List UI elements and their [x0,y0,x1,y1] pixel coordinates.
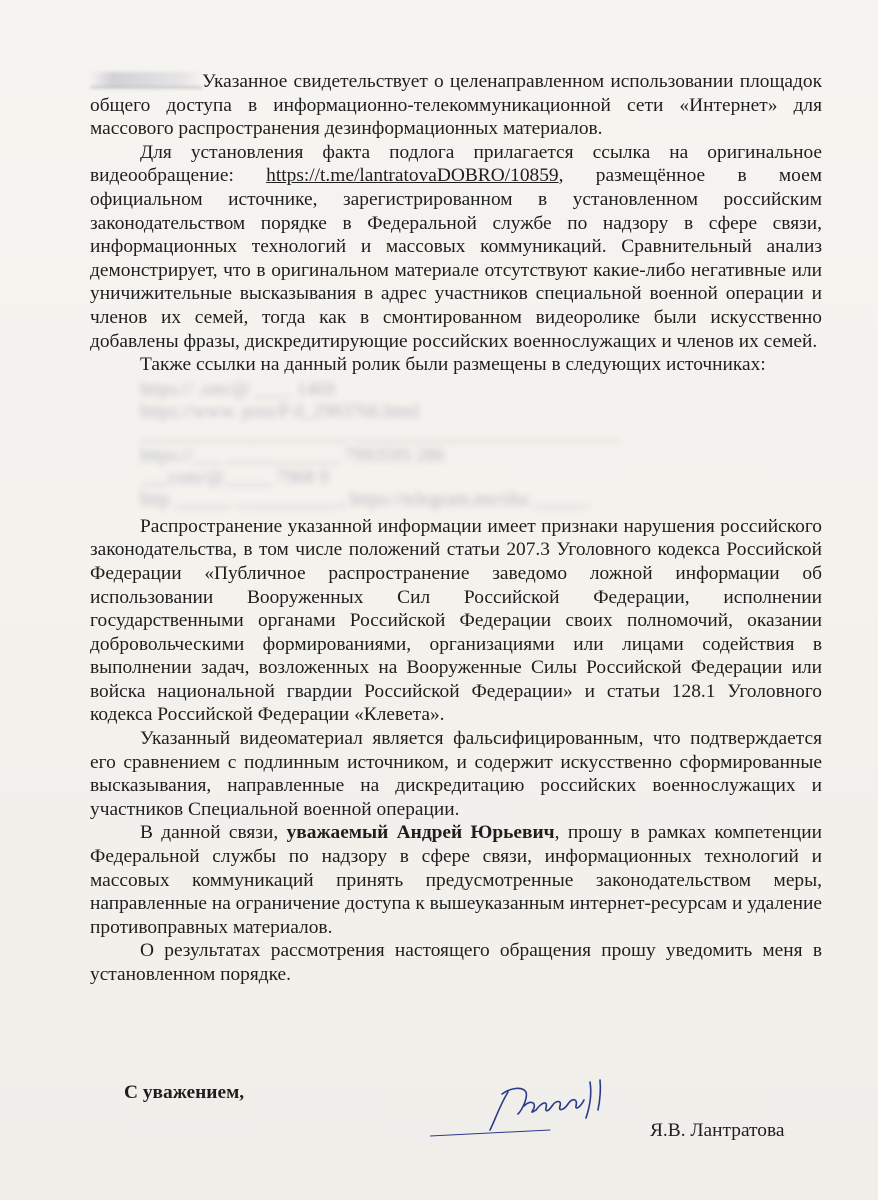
paragraph-original-video-text-2: , размещённое в моем официальном источнике, зарегистрированном в установленном российским законодательством порядке в Федеральной службе по надзору в сфере связи, информационных технологий и массовых коммуникаций. Сравнительный анализ демонстрирует, что в оригинальном материале отсутствуют какие-либо негативные или уничижительные высказывания в адрес участников специальной военной операции и членов их семей, тогда как в смонтированном видеоролике были искусственно добавлены фразы, дискредитирующие российских военнослужащих и членов их семей. [90,165,822,352]
paragraph-request-text-2: , прошу в рамках компетенции Федеральной службы по надзору в сфере связи, информационных технологий и массовых коммуникаций принять предусмотренные законодательством меры, направленные на ограничение доступа к вышеуказанным интернет-ресурсам и удаление противоправных материалов. [90,822,822,938]
handwritten-signature [430,1070,630,1140]
paragraph-intro [90,70,822,141]
paragraph-intro-text: Указанное свидетельствует о целенаправленном использовании площадок общего доступа в информационно-телекоммуникационной сети «Интернет» для массового распространения дезинформационных материалов. [90,71,822,140]
paragraph-falsified-material: Указанный видеоматериал является фальсифицированным, что подтверждается его сравнением с подлинным источником, и содержит искусственно сформированные высказывания, направленные на дискредитацию российских военнослужащих и участников Специальной военной операции. [90,728,822,820]
paragraph-legal-violation: Распространение указанной информации имеет признаки нарушения российского законодательства, в том числе положений статьи 207.3 Уголовного кодекса Российской Федерации «Публичное распространение заведомо ложной информации об использовании Вооруженных Сил Российской Федерации, исполнении государственными органами Российской Федерации своих полномочий, оказании добровольческими формированиями, организациями или лицами содействия в выполнении задач, возложенных на Вооруженные Силы Российской Федерации или войска национальной гвардии Российской Федерации» и статьи 128.1 Уголовного кодекса Российской Федерации «Клевета». [90,515,822,726]
closing-phrase: С уважением, [124,1082,245,1103]
paragraph-original-video-text-1: Для установления факта подлога прилагается ссылка на оригинальное видеообращение: [90,141,822,187]
redacted-text [90,72,202,88]
paragraph-request [90,821,822,939]
letter-body [90,70,822,987]
original-video-link[interactable]: https://t.me/lantratovaDOBRO/10859 [266,165,559,187]
paragraph-notification: О результатах рассмотрения настоящего обращения прошу уведомить меня в установленном порядке. [90,940,822,985]
addressee-name: уважаемый Андрей Юрьевич [286,822,555,844]
signer-name: Я.В. Лантратова [650,1120,785,1141]
redacted-links-list: https:// .om/@ ____ 1469 https://www. post/P d_2983766.html ______________________ ____________________________ https://___ ____________ 7993595 286 ___com/@_____ 7968 9 http ______ ___________, https://telegram.me/sha ______ [140,378,620,510]
paragraph-original-video [90,141,822,353]
paragraph-request-text-1: В данной связи, [140,822,287,844]
links-heading: Также ссылки на данный ролик были размещены в следующих источниках: [140,354,766,376]
